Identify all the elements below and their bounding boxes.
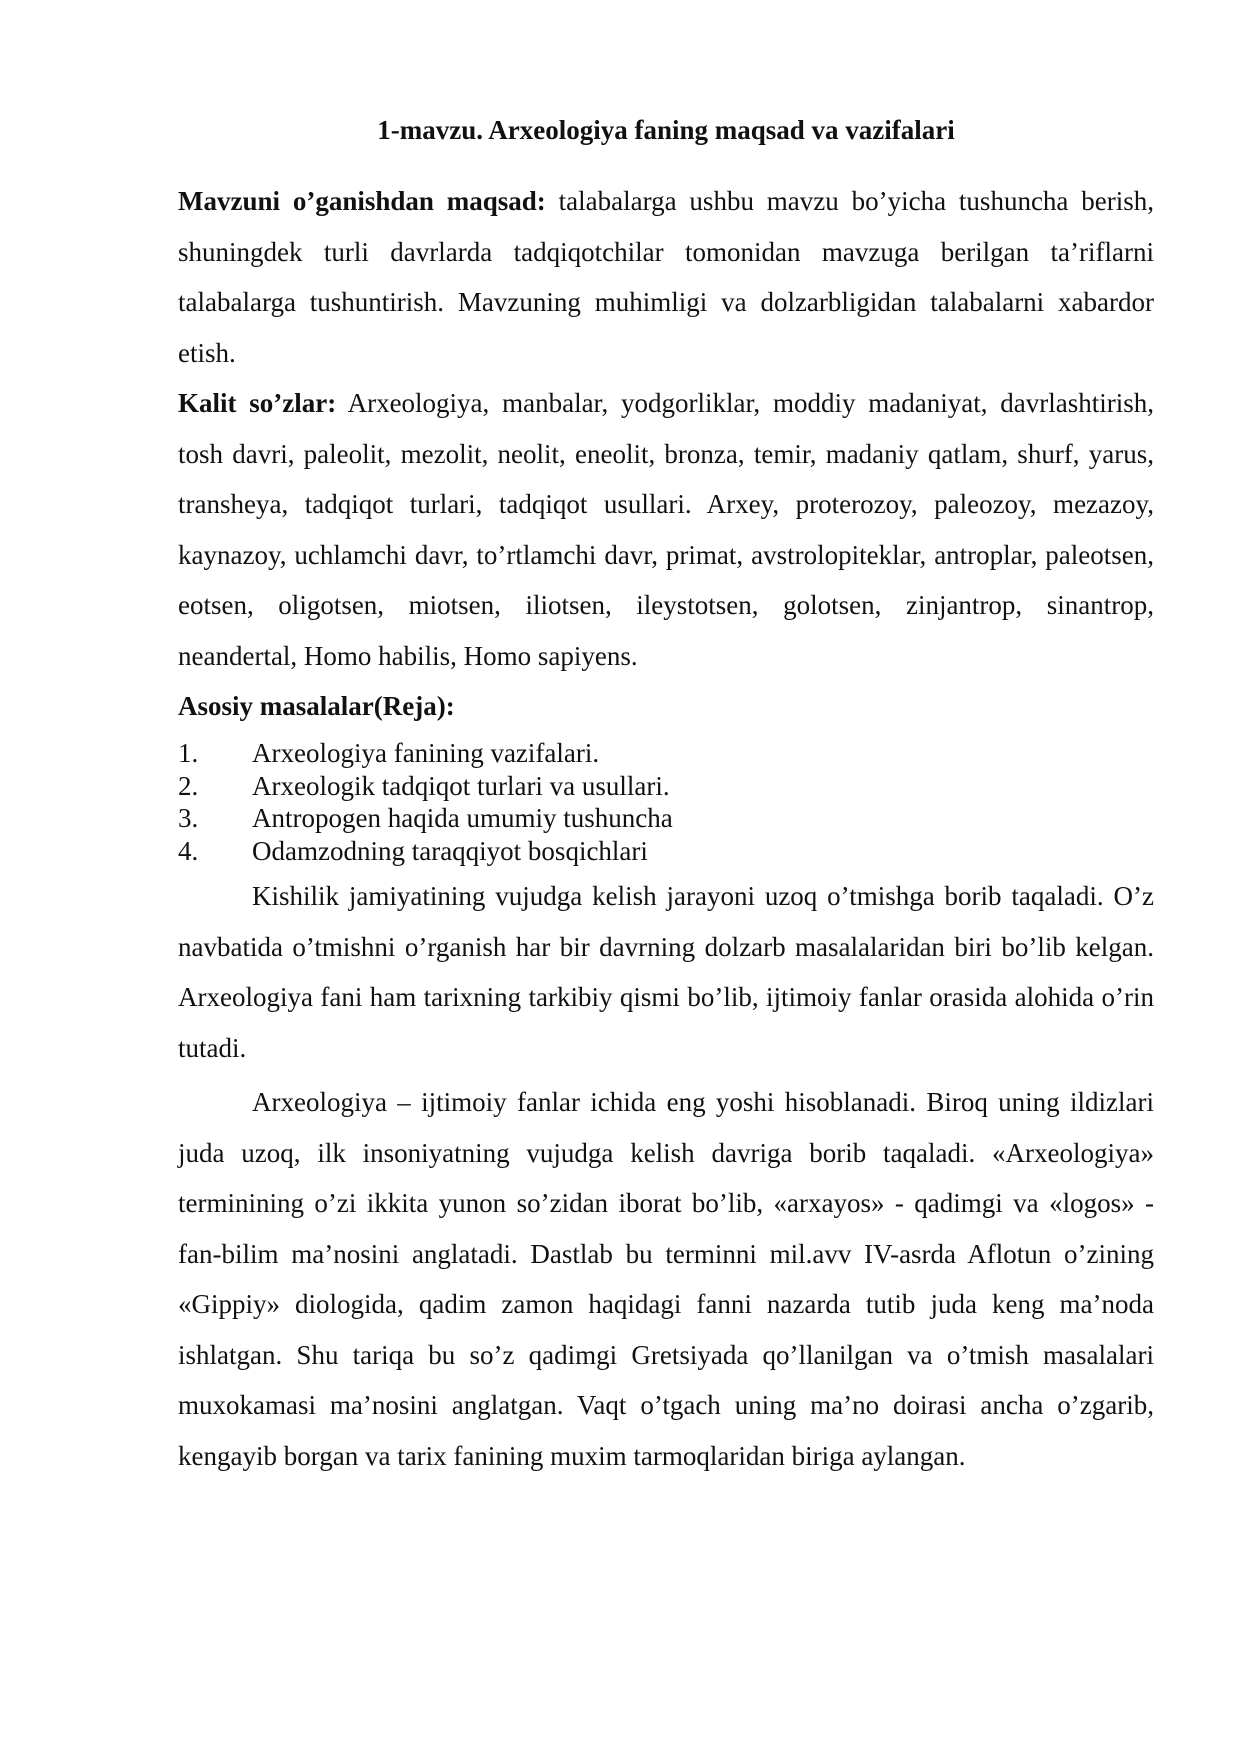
plan-item-number: 4. xyxy=(178,835,199,866)
keywords-text: Arxeologiya, manbalar, yodgorliklar, moddiy madaniyat, davrlashtirish, tosh davri, paleolit, mezolit, neolit, eneolit, bronza, temir, madaniy qatlam, shurf, yarus, transheya, tadqiqot turlari, tadqiqot usullari. Arxey, proterozoy, paleozoy, mezazoy, kaynazoy, uchlamchi davr, to’rtlamchi davr, primat, avstrolopiteklar, antroplar, paleotsen, eotsen, oligotsen, miotsen, iliotsen, ileystotsen, golotsen, zinjantrop, sinantrop, neandertal, Homo habilis, Homo sapiyens. xyxy=(178,388,1154,671)
plan-item-text: Arxeologik tadqiqot turlari va usullari. xyxy=(252,770,670,801)
body-paragraph: Kishilik jamiyatining vujudga kelish jarayoni uzoq o’tmishga borib taqaladi. O’z navbatida o’tmishni o’rganish har bir davrning dolzarb masalalaridan biri bo’lib kelgan. Arxeologiya fani ham tarixning tarkibiy qismi bo’lib, ijtimoiy fanlar orasida alohida o’rin tutadi. xyxy=(178,881,1154,1063)
plan-item-number: 3. xyxy=(178,803,199,833)
plan-item xyxy=(178,802,1154,835)
plan-item xyxy=(178,770,1154,803)
keywords-paragraph xyxy=(178,378,1154,681)
purpose-label: Mavzuni o’ganishdan maqsad: xyxy=(178,186,546,216)
keywords-label: Kalit so’zlar: xyxy=(178,388,337,418)
purpose-text: talabalarga ushbu mavzu bo’yicha tushuncha berish, shuningdek turli davrlarda tadqiqotchilar tomonidan mavzuga berilgan ta’riflarni talabalarga tushuntirish. Mavzuning muhimligi va dolzarbligidan talabalarni xabardor etish. xyxy=(178,186,1154,368)
plan-item-number: 1. xyxy=(178,738,199,768)
plan-list xyxy=(178,737,1154,867)
plan-heading: Asosiy masalalar(Reja): xyxy=(178,691,455,721)
plan-item-text: Odamzodning taraqqiyot bosqichlari xyxy=(252,835,648,866)
plan-item-text: Antropogen haqida umumiy tushuncha xyxy=(252,803,673,833)
purpose-paragraph xyxy=(178,176,1154,378)
plan-item xyxy=(178,737,1154,770)
plan-item-text: Arxeologiya fanining vazifalari. xyxy=(252,738,600,768)
page-title: 1-mavzu. Arxeologiya faning maqsad va vazifalari xyxy=(377,115,955,145)
plan-item xyxy=(178,835,1154,868)
plan-item-number: 2. xyxy=(178,770,199,801)
body-paragraph: Arxeologiya – ijtimoiy fanlar ichida eng yoshi hisoblanadi. Biroq uning ildizlari juda uzoq, ilk insoniyatning vujudga kelish davriga borib taqaladi. «Arxeologiya» terminining o’zi ikkita yunon so’zidan iborat bo’lib, «arxayos» - qadimgi va «logos» - fan-bilim ma’nosini anglatadi. Dastlab bu terminni mil.avv IV-asrda Aflotun o’zining «Gippiy» diologida, qadim zamon haqidagi fanni nazarda tutib juda keng ma’noda ishlatgan. Shu tariqa bu so’z qadimgi Gretsiyada qo’llanilgan va o’tmish masalalari muxokamasi ma’nosini anglatgan. Vaqt o’tgach uning ma’no doirasi ancha o’zgarib, kengayib borgan va tarix fanining muxim tarmoqlaridan biriga aylangan. xyxy=(178,1087,1154,1471)
document-page xyxy=(178,110,1154,1481)
